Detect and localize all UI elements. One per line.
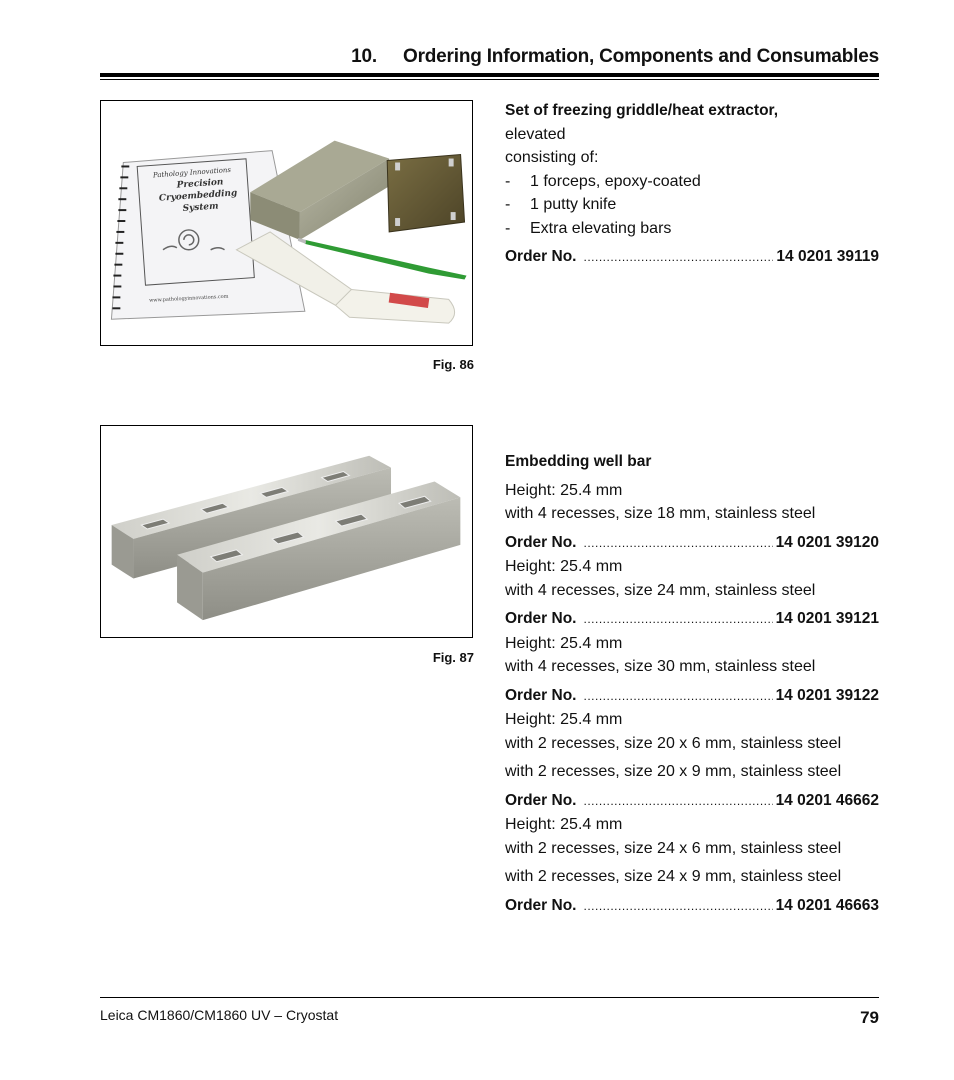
item1-bullet (505, 170, 879, 194)
bullet-text: Extra elevating bars (530, 219, 672, 237)
variant-description: with 2 recesses, size 24 x 6 mm, stainless steel (505, 839, 842, 857)
variant-description: with 4 recesses, size 30 mm, stainless steel (505, 658, 816, 675)
variant-height: Height: 25.4 mm (505, 481, 623, 499)
variant-height: Height: 25.4 mm (505, 634, 623, 652)
variant-description: with 2 recesses, size 20 x 9 mm, stainless steel (505, 763, 842, 780)
order-number: 14 0201 39119 (776, 248, 879, 265)
bullet-text: 1 putty knife (530, 196, 617, 213)
order-label: Order No. (505, 896, 577, 914)
order-label: Order No. (505, 686, 577, 704)
booklet-line-1: Pathology Innovations (152, 165, 232, 180)
order-number: 14 0201 46663 (775, 896, 879, 914)
bullet-dash: - (505, 172, 511, 190)
forceps-tip (298, 238, 306, 244)
order-number-row (505, 607, 879, 632)
variant-height: Height: 25.4 mm (505, 816, 623, 833)
order-number-row (505, 789, 879, 814)
booklet-line-2: Precision (176, 177, 224, 191)
order-dot-leader (583, 608, 772, 632)
footer-product: Leica CM1860/CM1860 UV – Cryostat (100, 1007, 339, 1023)
figure-87-image (100, 425, 473, 638)
order-label: Order No. (505, 610, 577, 627)
item1-bullet (505, 193, 879, 217)
order-dot-leader (583, 895, 772, 919)
item-embedding-well-bar (505, 450, 879, 918)
variant-description: with 2 recesses, size 24 x 9 mm, stainless steel (505, 868, 842, 885)
item2-title: Embedding well bar (505, 453, 652, 470)
variant-description: with 2 recesses, size 20 x 6 mm, stainless steel (505, 734, 842, 752)
item1-bullet (505, 217, 879, 241)
freezing-griddle-set-illustration (101, 101, 472, 345)
variant-height: Height: 25.4 mm (505, 711, 623, 728)
bullet-dash: - (505, 196, 511, 213)
figure-86-caption: Fig. 86 (432, 357, 474, 372)
order-number: 14 0201 39120 (775, 533, 879, 551)
variant-height: Height: 25.4 mm (505, 558, 623, 575)
order-number: 14 0201 39121 (775, 610, 879, 627)
page-title (351, 46, 879, 68)
order-dot-leader (583, 532, 772, 556)
figure-86-image (100, 100, 473, 346)
order-dot-leader (583, 246, 773, 270)
order-number-row (505, 531, 879, 556)
order-number: 14 0201 46662 (775, 791, 879, 809)
section-number: 10. (351, 46, 377, 67)
figure-87-caption: Fig. 87 (432, 650, 474, 665)
section-title: Ordering Information, Components and Consumables (403, 46, 879, 67)
item1-subtitle: elevated (505, 125, 566, 143)
booklet-line-5: www.pathologyinnovations.com (148, 293, 229, 304)
booklet-line-3: Cryoembedding (158, 188, 238, 204)
variant-description: with 4 recesses, size 18 mm, stainless steel (505, 505, 816, 522)
order-number-row (505, 245, 879, 270)
order-label: Order No. (505, 791, 577, 809)
order-dot-leader (583, 790, 772, 814)
embedding-well-bar-illustration (101, 426, 472, 637)
order-label: Order No. (505, 248, 577, 265)
header-rule-thick (100, 73, 879, 77)
header-rule-thin (100, 79, 879, 80)
page-number: 79 (860, 1008, 879, 1027)
order-number: 14 0201 39122 (775, 686, 879, 704)
bullet-text: 1 forceps, epoxy-coated (530, 172, 701, 190)
footer-rule (100, 997, 879, 998)
item-freezing-griddle (505, 99, 879, 270)
order-number-row (505, 684, 879, 709)
bullet-dash: - (505, 219, 511, 237)
order-dot-leader (583, 685, 772, 709)
booklet-line-4: System (182, 201, 219, 214)
order-number-row (505, 894, 879, 919)
order-label: Order No. (505, 533, 577, 551)
item1-title: Set of freezing griddle/heat extractor, (505, 102, 779, 119)
variant-description: with 4 recesses, size 24 mm, stainless steel (505, 581, 816, 599)
item1-intro: consisting of: (505, 149, 599, 166)
